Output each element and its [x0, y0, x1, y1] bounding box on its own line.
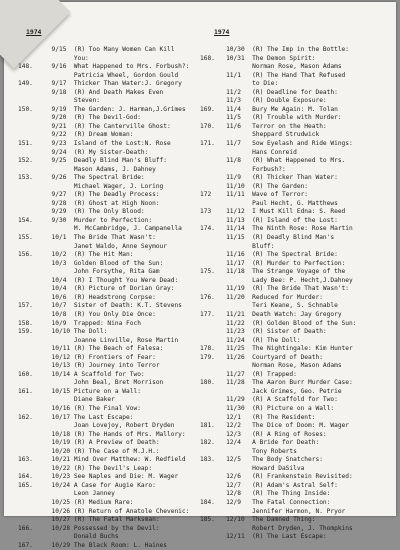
episode-line: 11/8 (R) What Happened to Mrs.: [200, 157, 346, 165]
episode-line: 167. 10/29 The Black Room: L. Haines: [18, 541, 168, 549]
episode-line: 11/5 (R) Trouble with Murder:: [200, 114, 342, 122]
episode-line: 9/21 (R) The Canterville Ghost:: [18, 122, 171, 130]
document-page: [4, 2, 396, 549]
episode-line: 10/13 (R) Journey into Terror: [18, 362, 160, 370]
episode-line: 9/20 (R) The Devil-God:: [18, 114, 141, 122]
episode-line: 177. 11/21 Death Watch: Jay Gregory: [200, 310, 342, 318]
episode-line: Donald Buchs: [18, 533, 119, 541]
episode-line: 11/24 (R) The Doll:: [200, 336, 301, 344]
episode-line: 11/29 (R) A Scaffold for Two:: [200, 396, 338, 404]
episode-line: Tony Roberts: [200, 447, 297, 455]
episode-line: 9/29 (R) The Only Blood:: [18, 208, 145, 216]
episode-line: 148. 9/16 What Happened to Mrs. Forbush?:: [18, 63, 190, 71]
episode-line: 164. 10/23 See Naples and Die: M. Wager: [18, 473, 179, 481]
episode-line: 178. 11/25 The Nightingale: Kim Hunter: [200, 345, 353, 353]
episode-line: 9/24 (R) My Sister-Death:: [18, 148, 149, 156]
episode-line: 11/2 (R) Deadline for Death:: [200, 88, 338, 96]
episode-line: 11/16 (R) The Spectral Bride:: [200, 251, 338, 259]
episode-line: 160. 10/14 A Scaffold for Two:: [18, 370, 145, 378]
episode-line: Bluff:: [200, 242, 275, 250]
episode-line: 11/10 (R) The Garden:: [200, 182, 309, 190]
episode-line: 10/19 (R) A Preview of Death:: [18, 439, 160, 447]
episode-line: 168. 10/31 The Demon Spirit:: [200, 54, 316, 62]
episode-line: 165. 10/24 A Case for Augie Karo:: [18, 481, 156, 489]
episode-line: 10/12 (R) Frontiers of Fear:: [18, 353, 156, 361]
episode-line: Howard DaSilva: [200, 464, 305, 472]
episode-line: 9/22 (R) Dream Woman:: [18, 131, 134, 139]
left-year-heading: 1974: [26, 28, 42, 36]
episode-line: Diane Baker: [18, 396, 115, 404]
episode-line: 10/26 (R) Return of Anatole Chevenic:: [18, 507, 190, 515]
episode-line: 166. 10/28 Possessed by the Devil:: [18, 524, 160, 532]
episode-line: 163. 10/21 Mind Over Matthew: W. Redfield: [18, 456, 186, 464]
episode-line: 10/6 (R) Headstrong Corpse:: [18, 293, 156, 301]
episode-line: 159. 10/10 The Doll:: [18, 328, 108, 336]
episode-line: 176. 11/20 Reduced for Murder:: [200, 293, 323, 301]
episode-line: 156. 10/2 (R) The Hit Man:: [18, 251, 134, 259]
episode-line: 10/4 (R) Picture of Dorian Gray:: [18, 285, 175, 293]
episode-line: 11/13 (R) Island of the Lost:: [200, 216, 338, 224]
episode-line: 149. 9/17 Thicker Than Water:J. Gregory: [18, 80, 182, 88]
episode-line: 10/11 (R) The Beach of Falesa:: [18, 345, 164, 353]
episode-line: 171. 11/7 Sow Eyelash and Ride Wings:: [200, 140, 353, 148]
episode-line: 9/28 (R) Ghost at High Noon:: [18, 199, 160, 207]
episode-line: 10/25 (R) Medium Rare:: [18, 498, 134, 506]
episode-line: M. McCambridge, J. Campanella: [18, 225, 182, 233]
episode-line: 10/30 (R) The Imp in the Bottle:: [200, 46, 350, 53]
episode-line: 12/6 (R) Frankenstein Revisited:: [200, 473, 353, 481]
episode-line: 11/17 (R) Murder to Perfection:: [200, 259, 346, 267]
episode-line: 181. 12/2 The Dice of Doom: M. Wager: [200, 422, 350, 430]
episode-line: 183. 12/5 The Body Snatchers:: [200, 456, 323, 464]
episode-line: Joan Lovejoy, Robert Dryden: [18, 422, 175, 430]
episode-line: 12/1 (R) The Resident:: [200, 413, 316, 421]
episode-line: 11/22 (R) Golden Blood of the Sun:: [200, 319, 357, 327]
episode-line: 157. 10/7 Sister of Death: K.T. Stevens: [18, 302, 182, 310]
episode-line: 12/7 (R) Adam's Astral Self:: [200, 481, 338, 489]
episode-line: 11/27 (R) Trapped:: [200, 370, 297, 378]
episode-line: 170. 11/6 Terror on the Heath:: [200, 122, 327, 130]
episode-line: 10/8 (R) You Only Die Once:: [18, 310, 156, 318]
episode-line: 10/18 (R) The Hands of Mrs. Mallory:: [18, 430, 186, 438]
episode-line: 10/3 Golden Blood of the Sun:: [18, 259, 164, 267]
episode-line: 11/23 (R) Sister of Death:: [200, 328, 327, 336]
episode-line: Janet Waldo, Anne Seymour: [18, 242, 168, 250]
episode-line: 161. 10/15 Picture on a Wall:: [18, 387, 141, 395]
episode-line: 12/8 (R) The Thing Inside:: [200, 490, 331, 498]
episode-line: 11/19 (R) The Bride That Wasn't:: [200, 285, 350, 293]
episode-line: Lady Bee: P. Hecht,J.Dahney: [200, 276, 353, 284]
episode-line: John Beal, Bret Morrison: [18, 379, 164, 387]
episode-line: 173 11/12 I Must Kill Edna: S. Reed: [200, 208, 346, 216]
episode-line: 9/18 (R) And Death Makes Even: [18, 88, 164, 96]
episode-line: Norman Rose, Mason Adams: [200, 362, 342, 370]
episode-line: Steven:: [18, 97, 100, 105]
episode-line: 172 11/11 Wave of Terror:: [200, 191, 309, 199]
episode-line: 182. 12/4 A Bride for Death:: [200, 439, 320, 447]
episode-line: Jack Grimes, Geo. Petrie: [200, 387, 342, 395]
episode-line: Teri Keane, S. Schnable: [200, 302, 338, 310]
episode-line: 9/15 (R) Too Many Women Can Kill: [18, 46, 175, 53]
episode-line: Michael Wager, J. Loring: [18, 182, 164, 190]
episode-line: Sheppard Strudwick: [200, 131, 320, 139]
episode-line: 153. 9/26 The Spectral Bride:: [18, 174, 145, 182]
episode-line: to Die:: [200, 80, 279, 88]
episode-line: 11/15 (R) Deadly Blind Man's: [200, 234, 335, 242]
episode-line: Hans Conreid: [200, 148, 297, 156]
right-year-heading: 1974: [214, 28, 230, 36]
episode-line: 175. 11/18 The Strange Voyage of the: [200, 268, 346, 276]
episode-line: 11/9 (R) Thicker Than Water:: [200, 174, 338, 182]
episode-line: 174. 11/14 The Ninth Rose: Rose Martin: [200, 225, 353, 233]
episode-line: 10/4 (R) I Thought You Were Dead:: [18, 276, 179, 284]
episode-line: 10/16 (R) The Final Vow:: [18, 404, 141, 412]
episode-line: 169. 11/4 Bury Me Again: M. Tolan: [200, 105, 338, 113]
episode-line: Norman Rose, Mason Adams: [200, 63, 342, 71]
episode-line: Forbush?:: [200, 165, 286, 173]
episode-line: 185. 12/10 The Damned Thing:: [200, 516, 316, 524]
episode-line: 11/3 (R) Double Exposure:: [200, 97, 327, 105]
episode-line: 184. 12/9 The Fatal Connection:: [200, 498, 331, 506]
episode-line: Paul Hecht, G. Matthews: [200, 199, 338, 207]
left-episode-list: [16, 46, 194, 550]
episode-line: John Forsythe, Rita Gam: [18, 268, 160, 276]
episode-line: 10/27 (R) The Fatal Marksman:: [18, 516, 160, 524]
episode-line: 155. 10/1 The Bride That Wasn't:: [18, 234, 156, 242]
episode-line: 152. 9/25 Deadly Blind Man's Bluff:: [18, 157, 168, 165]
episode-line: Mason Adams, J. Dahney: [18, 165, 156, 173]
episode-line: Joanne Linville, Rose Martin: [18, 336, 179, 344]
episode-line: 11/1 (R) The Hand That Refused: [200, 71, 346, 79]
right-episode-list: [200, 46, 392, 542]
episode-line: You:: [18, 54, 89, 62]
episode-line: Patricia Wheel, Gordon Gould: [18, 71, 179, 79]
episode-line: 9/27 (R) The Deadly Process:: [18, 191, 160, 199]
episode-line: Leon Janney: [18, 490, 115, 498]
episode-line: 11/30 (R) Picture on a Wall:: [200, 404, 335, 412]
episode-line: Jennifer Harmon, N. Pryor: [200, 507, 346, 515]
episode-line: 12/11 (R) The Last Escape:: [200, 533, 327, 541]
episode-line: 10/22 (R) The Devil's Leap:: [18, 464, 153, 472]
episode-line: 158. 10/9 Trapped: Nina Foch: [18, 319, 141, 327]
episode-line: 179. 11/26 Courtyard of Death:: [200, 353, 323, 361]
episode-line: 151. 9/23 Island of the Lost:N. Rose: [18, 140, 171, 148]
episode-line: 12/3 (R) A Ring of Roses:: [200, 430, 327, 438]
episode-line: 150. 9/19 The Garden: J. Harman,J.Grimes: [18, 105, 186, 113]
episode-line: 162. 10/17 The Last Escape:: [18, 413, 134, 421]
episode-line: 10/20 (R) The Case of M.J.H.:: [18, 447, 160, 455]
episode-line: 154. 9/30 Murder to Perfection:: [18, 216, 153, 224]
episode-line: 180. 11/28 The Aaron Burr Murder Case:: [200, 379, 353, 387]
episode-line: Robert Dryden, J. Thompkins: [200, 524, 353, 532]
